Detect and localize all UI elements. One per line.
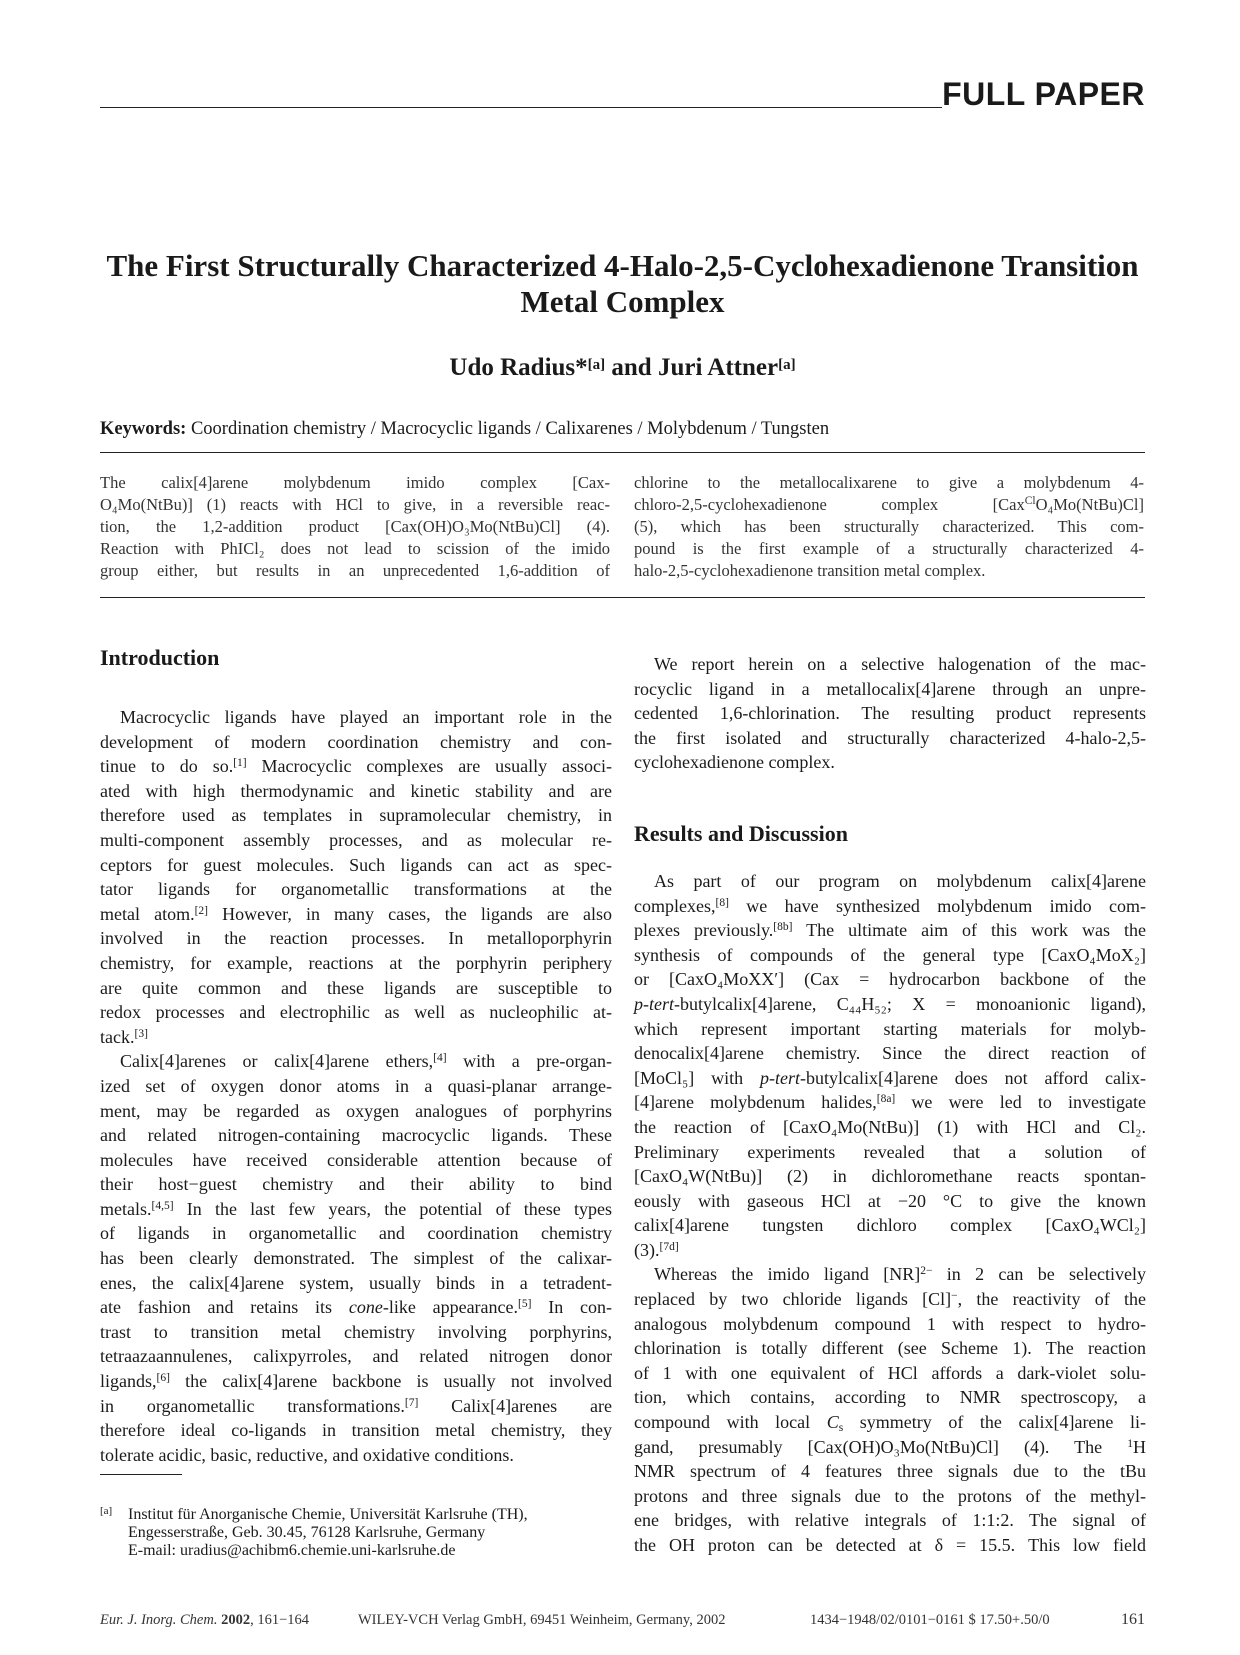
text-line <box>100 754 612 779</box>
citation: [4] <box>433 1052 447 1065</box>
text-line <box>100 1025 612 1050</box>
text-line: therefore ideal co-ligands in transition metal chemistry, they <box>100 1420 612 1441</box>
text-line: We report herein on a selective halogenation of the mac- <box>654 654 1146 674</box>
text-line: which represent important starting materials for molyb- <box>634 1018 1146 1039</box>
text-line: eously with gaseous HCl at −20 °C to give the known <box>634 1190 1146 1211</box>
charge-superscript: 2− <box>920 1265 933 1278</box>
text-fragment: H <box>1133 1436 1146 1457</box>
text-fragment: In the last few years, the potential of these types <box>173 1198 612 1219</box>
text-fragment: tack. <box>100 1026 135 1047</box>
citation: [7] <box>404 1396 419 1409</box>
text-fragment: we were led to investigate <box>895 1092 1146 1113</box>
subscript: s <box>838 1422 844 1435</box>
abstract-line: (5), which has been structurally characterized. This com- <box>634 517 1144 536</box>
footer-citation <box>100 1612 310 1629</box>
text-line: ment, may be regarded as oxygen analogues of porphyrins <box>100 1100 612 1121</box>
affiliation-mark: [a] <box>778 357 796 373</box>
italic-term: cone <box>348 1297 383 1318</box>
abstract-bottom-rule <box>100 597 1145 598</box>
text-fragment: Whereas the imido ligand [NR] <box>654 1264 921 1285</box>
citation: [4,5] <box>151 1199 174 1212</box>
text-fragment: Calix[4]arenes are <box>418 1395 612 1416</box>
section-label: FULL PAPER <box>942 76 1145 112</box>
text-line <box>100 1394 612 1419</box>
abstract-line: pound is the first example of a structurally characterized 4- <box>634 539 1144 558</box>
text-line: cedented 1,6-chlorination. The resulting product represents <box>634 703 1146 724</box>
text-fragment: ate fashion and retains its <box>100 1297 349 1318</box>
abstract-fragment: O₄Mo(NtBu)Cl] <box>1035 495 1144 514</box>
affiliation-footnote <box>100 1506 620 1560</box>
text-line <box>634 894 1146 919</box>
text-fragment: , the reactivity of the <box>957 1289 1146 1310</box>
citation: [8] <box>715 896 729 909</box>
abstract-line: Reaction with PhICl₂ does not lead to scission of the imido <box>100 539 610 558</box>
text-line: ated with high thermodynamic and kinetic stability and are <box>100 780 612 801</box>
text-line: chlorination is totally different (see Scheme 1). The reaction <box>634 1338 1146 1359</box>
text-line <box>634 1090 1146 1115</box>
text-fragment: -like appearance. <box>382 1297 519 1318</box>
text-fragment: we have synthesized molybdenum imido com- <box>728 895 1146 916</box>
italic-term: p-tert <box>760 1067 801 1088</box>
text-line: the first isolated and structurally characterized 4-halo-2,5- <box>634 727 1146 748</box>
journal-pages: , 161−164 <box>250 1612 310 1628</box>
footer-publisher: WILEY-VCH Verlag GmbH, 69451 Weinheim, Germany, 2002 <box>358 1612 726 1628</box>
text-line <box>634 1435 1146 1460</box>
text-line: tator ligands for organometallic transformations at the <box>100 879 612 900</box>
text-fragment: complexes, <box>634 895 716 916</box>
keywords-text: Coordination chemistry / Macrocyclic ligands / Calixarenes / Molybdenum / Tungsten <box>186 419 830 439</box>
italic-term: C <box>826 1412 839 1433</box>
citation: [8a] <box>876 1093 896 1106</box>
paper-title: The First Structurally Characterized 4-Halo-2,5-Cyclohexadienone Transition Metal Complex <box>106 248 1139 319</box>
text-line: and related nitrogen-containing macrocyclic ligands. These <box>100 1125 612 1146</box>
introduction-heading: Introduction <box>100 645 220 670</box>
author-name: Juri Attner <box>657 354 779 381</box>
text-line: synthesis of compounds of the general type [CaxO₄MoX₂] <box>634 944 1146 965</box>
text-line: Macrocyclic ligands have played an important role in the <box>120 707 612 727</box>
text-line: protons and three signals due to the protons of the methyl- <box>634 1485 1146 1506</box>
text-line: involved in the reaction processes. In metalloporphyrin <box>100 928 612 949</box>
text-line <box>634 1238 1146 1263</box>
text-fragment: in organometallic transformations. <box>100 1395 405 1416</box>
author-connector: and <box>605 354 658 381</box>
abstract-fragment: chloro-2,5-cyclohexadienone complex [Cax <box>634 495 1025 514</box>
text-fragment: tinue to do so. <box>100 756 234 777</box>
text-fragment: metal atom. <box>100 903 195 924</box>
footnote-mark: [a] <box>100 1505 113 1517</box>
text-line <box>634 1287 1146 1312</box>
text-line <box>634 992 1146 1017</box>
text-line <box>100 1295 612 1320</box>
author-name: Udo Radius* <box>449 354 588 381</box>
citation: [6] <box>156 1372 170 1385</box>
text-fragment: metals. <box>100 1198 152 1219</box>
text-fragment: [MoCl₅] with <box>634 1067 761 1088</box>
text-line: tetraazaannulenes, calixpyrroles, and related nitrogen donor <box>100 1346 612 1367</box>
text-line: the OH proton can be detected at δ = 15.5. This low field <box>634 1535 1146 1555</box>
italic-term: p-tert <box>634 993 674 1014</box>
text-line: redox processes and electrophilic as well as nucleophilic at- <box>100 1002 612 1023</box>
left-column <box>100 645 612 1467</box>
abstract-right <box>634 472 1144 582</box>
header-rule <box>100 107 942 108</box>
text-line: rocyclic ligand in a metallocalix[4]arene through an unpre- <box>634 678 1146 699</box>
text-line: As part of our program on molybdenum calix[4]arene <box>654 870 1146 891</box>
text-line: enes, the calix[4]arene system, usually binds in a tetradent- <box>100 1272 612 1293</box>
isotope-superscript: 1 <box>1127 1437 1133 1450</box>
abstract-top-rule <box>100 452 1145 453</box>
text-line <box>634 1066 1146 1091</box>
text-line: has been clearly demonstrated. The simplest of the calixar- <box>100 1248 612 1269</box>
text-fragment: in 2 can be selectively <box>932 1264 1147 1285</box>
text-fragment: Macrocyclic complexes are usually associ- <box>246 756 613 777</box>
footnote-line: Institut für Anorganische Chemie, Universität Karlsruhe (TH), <box>128 1506 528 1523</box>
citation: [5] <box>518 1298 532 1311</box>
text-fragment: plexes previously. <box>634 920 774 941</box>
text-fragment: Calix[4]arenes or calix[4]arene ethers, <box>120 1051 434 1072</box>
text-line: cyclohexadienone complex. <box>634 752 835 773</box>
text-fragment: -butylcalix[4]arene, C₄₄H₅₂; X = monoanionic ligand), <box>674 993 1146 1014</box>
text-fragment: symmetry of the calix[4]arene li- <box>843 1412 1146 1433</box>
text-line: are quite common and these ligands are susceptible to <box>100 977 612 998</box>
text-fragment: In con- <box>531 1297 612 1318</box>
abstract-line: The calix[4]arene molybdenum imido complex [Cax- <box>100 473 610 492</box>
text-line: of 1 with one equivalent of HCl affords a dark-violet solu- <box>634 1362 1146 1383</box>
citation: [7d] <box>659 1240 679 1253</box>
abstract-line: O₄Mo(NtBu)] (1) reacts with HCl to give, in a reversible reac- <box>100 495 610 514</box>
abstract-line: tion, the 1,2-addition product [Cax(OH)O₃Mo(NtBu)Cl] (4). <box>100 517 610 536</box>
text-fragment: the calix[4]arene backbone is usually not involved <box>169 1371 612 1392</box>
text-line: NMR spectrum of 4 features three signals due to the tBu <box>634 1461 1146 1482</box>
text-line <box>100 1197 612 1222</box>
citation: [2] <box>194 904 208 917</box>
text-line: development of modern coordination chemistry and con- <box>100 731 612 752</box>
text-line: [CaxO₄W(NtBu)] (2) in dichloromethane reacts spontan- <box>634 1166 1146 1187</box>
text-line <box>634 918 1146 943</box>
keywords <box>100 419 829 440</box>
text-line: analogous molybdenum compound 1 with respect to hydro- <box>634 1313 1146 1334</box>
page-number: 161 <box>1121 1611 1145 1628</box>
text-line: denocalix[4]arene chemistry. Since the direct reaction of <box>634 1043 1146 1064</box>
text-fragment: (3). <box>634 1239 660 1260</box>
text-line: chemistry, for example, reactions at the porphyrin periphery <box>100 952 612 973</box>
text-fragment: The ultimate aim of this work was the <box>792 920 1146 941</box>
abstract-line <box>634 494 1144 516</box>
results-heading: Results and Discussion <box>634 820 848 846</box>
text-line: or [CaxO₄MoXX′] (Cax = hydrocarbon backbone of the <box>634 969 1146 990</box>
text-fragment: [4]arene molybdenum halides, <box>634 1092 877 1113</box>
abstract-line: halo-2,5-cyclohexadienone transition metal complex. <box>634 561 986 580</box>
footnote-email: E-mail: uradius@achibm6.chemie.uni-karlsruhe.de <box>128 1542 456 1559</box>
abstract-left <box>100 472 610 582</box>
keywords-label: Keywords: <box>100 419 187 439</box>
cl-superscript: Cl <box>1024 495 1036 507</box>
citation: [8b] <box>773 921 793 934</box>
text-line: calix[4]arene tungsten dichloro complex [CaxO₄WCl₂] <box>634 1215 1146 1236</box>
text-line: ceptors for guest molecules. Such ligands can act as spec- <box>100 854 612 875</box>
text-fragment: compound with local <box>634 1412 827 1433</box>
text-fragment: replaced by two chloride ligands [Cl] <box>634 1289 952 1310</box>
text-line: tion, which contains, according to NMR spectroscopy, a <box>634 1387 1146 1408</box>
citation: [3] <box>134 1027 148 1040</box>
citation: [1] <box>233 757 247 770</box>
affiliation-mark: [a] <box>587 357 606 373</box>
text-line: molecules have received considerable attention because of <box>100 1149 612 1170</box>
text-fragment: with a pre-organ- <box>446 1051 612 1072</box>
abstract-line: chlorine to the metallocalixarene to give a molybdenum 4- <box>634 473 1144 492</box>
text-line: ene bridges, with relative integrals of 1:1:2. The signal of <box>634 1510 1146 1531</box>
text-fragment: However, in many cases, the ligands are also <box>208 903 612 924</box>
author-line <box>100 354 1145 382</box>
text-line: trast to transition metal chemistry involving porphyrins, <box>100 1321 612 1342</box>
text-line: the reaction of [CaxO₄Mo(NtBu)] (1) with HCl and Cl₂. <box>634 1116 1146 1137</box>
text-fragment: gand, presumably [Cax(OH)O₃Mo(NtBu)Cl] (4). The <box>634 1436 1128 1457</box>
text-line <box>100 902 612 927</box>
text-line <box>100 1049 612 1074</box>
footnote-rule <box>100 1474 182 1475</box>
abstract-line: group either, but results in an unprecedented 1,6-addition of <box>100 561 610 580</box>
text-line: multi-component assembly processes, and as molecular re- <box>100 829 612 850</box>
text-fragment: ligands, <box>100 1371 157 1392</box>
footnote-line: Engesserstraße, Geb. 30.45, 76128 Karlsruhe, Germany <box>128 1524 486 1541</box>
right-column <box>634 652 1146 1558</box>
text-line <box>634 1410 1146 1435</box>
text-line: Preliminary experiments revealed that a solution of <box>634 1141 1146 1162</box>
text-line <box>100 1369 612 1394</box>
text-line: tolerate acidic, basic, reductive, and oxidative conditions. <box>100 1444 514 1465</box>
journal-name: Eur. J. Inorg. Chem. <box>100 1612 218 1628</box>
text-line: ized set of oxygen donor atoms in a quasi-planar arrange- <box>100 1075 612 1096</box>
text-line: of ligands in organometallic and coordination chemistry <box>100 1223 612 1244</box>
text-line: therefore used as templates in supramolecular chemistry, in <box>100 805 612 826</box>
text-line <box>634 1262 1146 1287</box>
charge-superscript: − <box>951 1290 958 1303</box>
footer-issn: 1434−1948/02/0101−0161 $ 17.50+.50/0 <box>810 1612 1050 1628</box>
journal-year: 2002 <box>221 1612 251 1628</box>
text-line: their host−guest chemistry and their ability to bind <box>100 1174 612 1195</box>
text-fragment: -butylcalix[4]arene does not afford calix- <box>800 1067 1147 1088</box>
